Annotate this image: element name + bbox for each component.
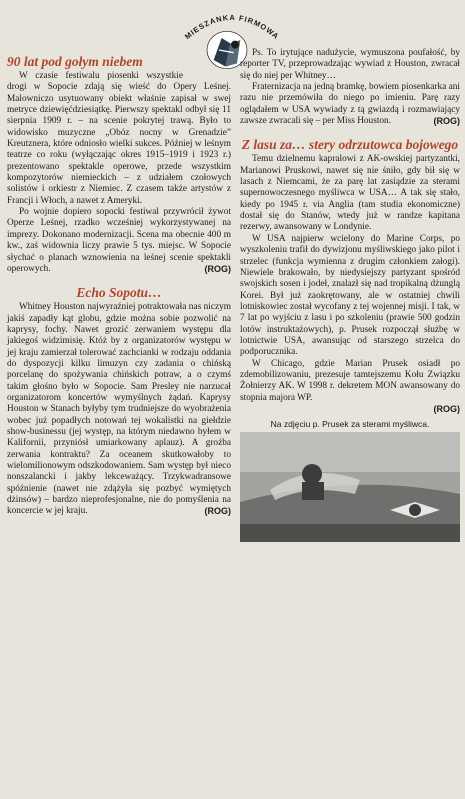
photo-caption: Na zdjęciu p. Prusek za sterami myśliwca. [270,419,430,430]
article-paragraph: Whitney Houston najwyraźniej potraktowała nas niczym jakiś zapadły kąt globu, gdzie można sobie pozwolić na kaprysy, fochy. Nawet grozić zerwaniem występu dla jakiegoś widzimisię. Któż by z organizatorów występu w jej kraju zamierzał tolerować zachcianki w rodzaju oddania do dyspozycji kilku limuzyn czy zadania o chińską porcelanę do spożywania chińskich potraw, a o czymś takim głośno było w Sopocie. Sam Presley nie narzucał organizatorom koncertów wymyślnych żądań. Kaprysy Houston w Stanach byłyby tym trudniejsze do wyobrażenia wobec już popadłych notowań tej wokalistki na giełdzie show-businessu (jej występ, na którym niedawno byłem w Kalifornii, przyniósł umiarkowany aplauz). A groźba zerwania kontraktu? Za oceanem skutkowałoby to wielomilionowym odszkodowaniem. Sam występ był nieco nonszalancki i jakby lekceważący. Trzykwadransowe spóźnienie (nawet nie zdążyła się pozbyć wymiętych dżinsów) – bardzo nieprofesjonalne, nie do pomyślenia na koncercie w jej kraju. (ROG) [7,302,231,517]
author-signature: (ROG) [204,506,231,517]
article-title-pilot: Z lasu za… stery odrzutowca bojowego [241,137,459,153]
article-title-opera: 90 lat pod gołym niebem [7,54,143,69]
jet-cockpit-image [240,432,460,542]
author-signature: (ROG) [433,116,460,127]
article-paragraph: Temu dzielnemu kapralowi z AK-owskiej partyzantki, Marianowi Pruskowi, nawet się nie śniło, gdy bił się w lasach z Niemcami, że za parę lat zasiądzie za sterami supernowoczesnego myśliwca w USA… A tak się stało, kiedy po 1945 r. via Anglia (tam studia ekonomiczne) dostał się do Stanów, wtedy już w randze kapitana rezerwy, awansowany w Londynie. [240,154,460,233]
right-column [240,48,460,542]
article-body-echo-continued [240,48,460,127]
article-paragraph: Po wojnie dopiero sopocki festiwal przywrócił żywot Operze Leśnej, rzadko wcześniej wykorzystywanej na imprezy. Dokonano modernizacji. Scena ma obecnie 400 m kw., zaś widownia liczy prawie 5 tys. miejsc. W Sopocie słychać o planach wznowienia na leśnej scenie spektakli operowych. (ROG) [7,207,231,274]
author-signature: (ROG) [204,263,231,274]
article-paragraph: W czasie festiwalu piosenki wszystkie drogi w Sopocie zdają się wieść do Opery Leśnej. Malowniczo usytuowany obiekt właśnie zapisał w swej metryce dziewięćdziesiątkę. Pierwszy spektakl odbył się 11 sierpnia 1909 r. – na scenie pokrytej trawą. Było to widowisko muzyczne „Obóz nocny w Grenadzie” Kreutznera, które odniosło wielki sukces. Później w leśnym teatrze co roku (wyłączając okres 1915–1919 i 1923 r.) prezentowano spektakle operowe, przede wszystkim kompozytorów niemieckich – z udziałem czołowych solistów i orkiestr z Niemiec. Z czasem także artystów z Francji i Włoch, a nawet z Ameryki. [7,71,231,206]
left-column [7,48,231,518]
article-body-pilot [240,154,460,415]
author-signature: (ROG) [433,403,460,414]
pilot-photo [240,432,460,542]
article-paragraph: Fraternizacja na jedną bramkę, bowiem piosenkarka ani razu nie przemówiła do niego po imieniu. Parę razy oglądałem w USA wywiady z tą gwiazdą i rozmawiający zawsze zwracali się – per Miss Houston. (ROG) [240,82,460,127]
section-logo-text: MIESZANKA FIRMOWA [183,12,281,42]
article-paragraph: W USA najpierw wcielony do Marine Corps, po wyszkoleniu trafił do dywizjonu myśliwskiego jako pilot i strzelec (funkcja wymienna z drugim członkiem załogi). Niewiele brakowało, by niedysiejszy partyzant spośród swojskich sosen i jodeł, znalazł się nad tropikalną dżunglą Korei. Był już zaokrętowany, ale w ostatniej chwili lotniskowiec został wycofany z tej wojennej misji. I tak, w 7 lat po wyjściu z lasu i po szkoleniu (prawie 500 godzin lotów instruktażowych), p. Prusek rozpoczął służbę w lotnictwie USA, awansując od starszego strzelca do podporucznika. [240,233,460,358]
article-paragraph: W Chicago, gdzie Marian Prusek osiadł po zdemobilizowaniu, prezesuje tamtejszemu Kołu Związku Żołnierzy AK. W 1998 r. dekretem MON awansowany do stopnia majora WP. [240,358,460,403]
article-body-echo [7,302,231,518]
article-paragraph: Ps. To irytujące nadużycie, wymuszona poufałość, by reporter TV, przeprowadzając wywiad z Houston, zwracał się do niej per Whitney… [240,48,460,81]
article-body-opera [7,71,231,275]
article-title-echo: Echo Sopotu… [76,285,162,301]
